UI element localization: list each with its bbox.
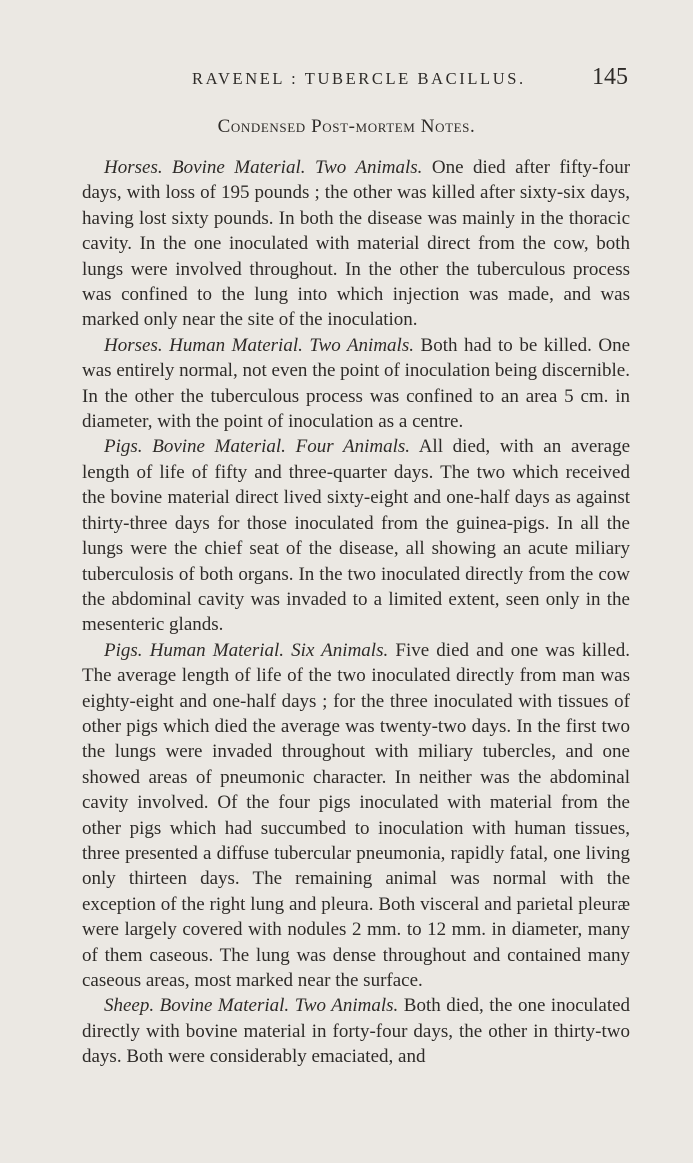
count-label: Four Animals. — [295, 436, 411, 458]
material-label: Bovine Material. — [172, 157, 306, 178]
count-label: Six Animals. — [291, 639, 389, 661]
paragraph-text: All died, with an average length of life of fifty and three-quarter days. The two which received the bovine material direct lived sixty-eight and one-half days as against thirty-three days for those inoculated from the guinea-pigs. In all the lungs were the chief seat of the disease, all showing an acute miliary tuberculosis of both organs. In the two inoculated directly from the cow the abdominal cavity was invaded to a limited extent, seen only in the mesenteric glands. — [82, 436, 631, 636]
page-number: 145 — [592, 64, 628, 90]
paragraph-text: One died after fifty-four days, with loss of 195 pounds ; the other was killed after sixty-six days, having lost sixty pounds. In both the disease was mainly in the thoracic cavity. In the one inoculated with material direct from the cow, both lungs were involved throughout. In the other the tuberculous process was confined to the lung into which injection was made, and was marked only near the site of the inoculation. — [82, 157, 631, 331]
paragraph-text: Both died, the one inoculated directly with bovine material in forty-four days, the other in thirty-two days. Both were considerably emaciated, and — [82, 995, 631, 1068]
material-label: Bovine Material. — [159, 995, 290, 1017]
count-label: Two Animals. — [294, 995, 399, 1017]
section-heading: Condensed Post-mortem Notes. — [217, 116, 476, 137]
animal-label: Horses. — [104, 334, 163, 356]
paragraph-text: Both had to be killed. One was entirely normal, not even the point of inoculation being discernible. In the other the tuberculous process was confined to an area 5 cm. in diameter, with the point of inoculation as a centre. — [82, 334, 631, 433]
body-text — [82, 155, 630, 1070]
animal-label: Horses. — [104, 157, 163, 178]
material-label: Human Material. — [149, 639, 285, 661]
running-head-title: RAVENEL : TUBERCLE BACILLUS. — [192, 69, 526, 88]
paragraph-horses-bovine — [82, 155, 630, 333]
paragraph-text: Five died and one was killed. The average length of life of the two inoculated directly from man was eighty-eight and one-half days ; for the three inoculated with tissues of other pigs which died the average was twenty-two days. In the first two the lungs were invaded throughout with miliary tubercles, and one showed areas of pneumonic character. In neither was the abdominal cavity involved. Of the four pigs inoculated with material from the other pigs which had succumbed to inoculation with human tissues, three presented a diffuse tubercular pneumonia, rapidly fatal, one living only thirteen days. The remaining animal was normal with the exception of the right lung and pleura. Both visceral and parietal pleuræ were largely covered with nodules 2 mm. to 12 mm. in diameter, many of them caseous. The lung was dense throughout and contained many caseous areas, most marked near the surface. — [82, 639, 631, 991]
animal-label: Pigs. — [104, 639, 143, 661]
paragraph-horses-human — [82, 333, 630, 435]
animal-label: Pigs. — [104, 436, 143, 458]
count-label: Two Animals. — [314, 157, 423, 178]
animal-label: Sheep. — [104, 995, 155, 1017]
running-head — [82, 62, 630, 102]
paragraph-pigs-human — [82, 638, 630, 994]
paragraph-pigs-bovine — [82, 434, 630, 637]
paragraph-sheep-bovine — [82, 993, 630, 1069]
count-label: Two Animals. — [309, 334, 414, 356]
material-label: Human Material. — [169, 334, 303, 356]
material-label: Bovine Material. — [152, 436, 286, 458]
